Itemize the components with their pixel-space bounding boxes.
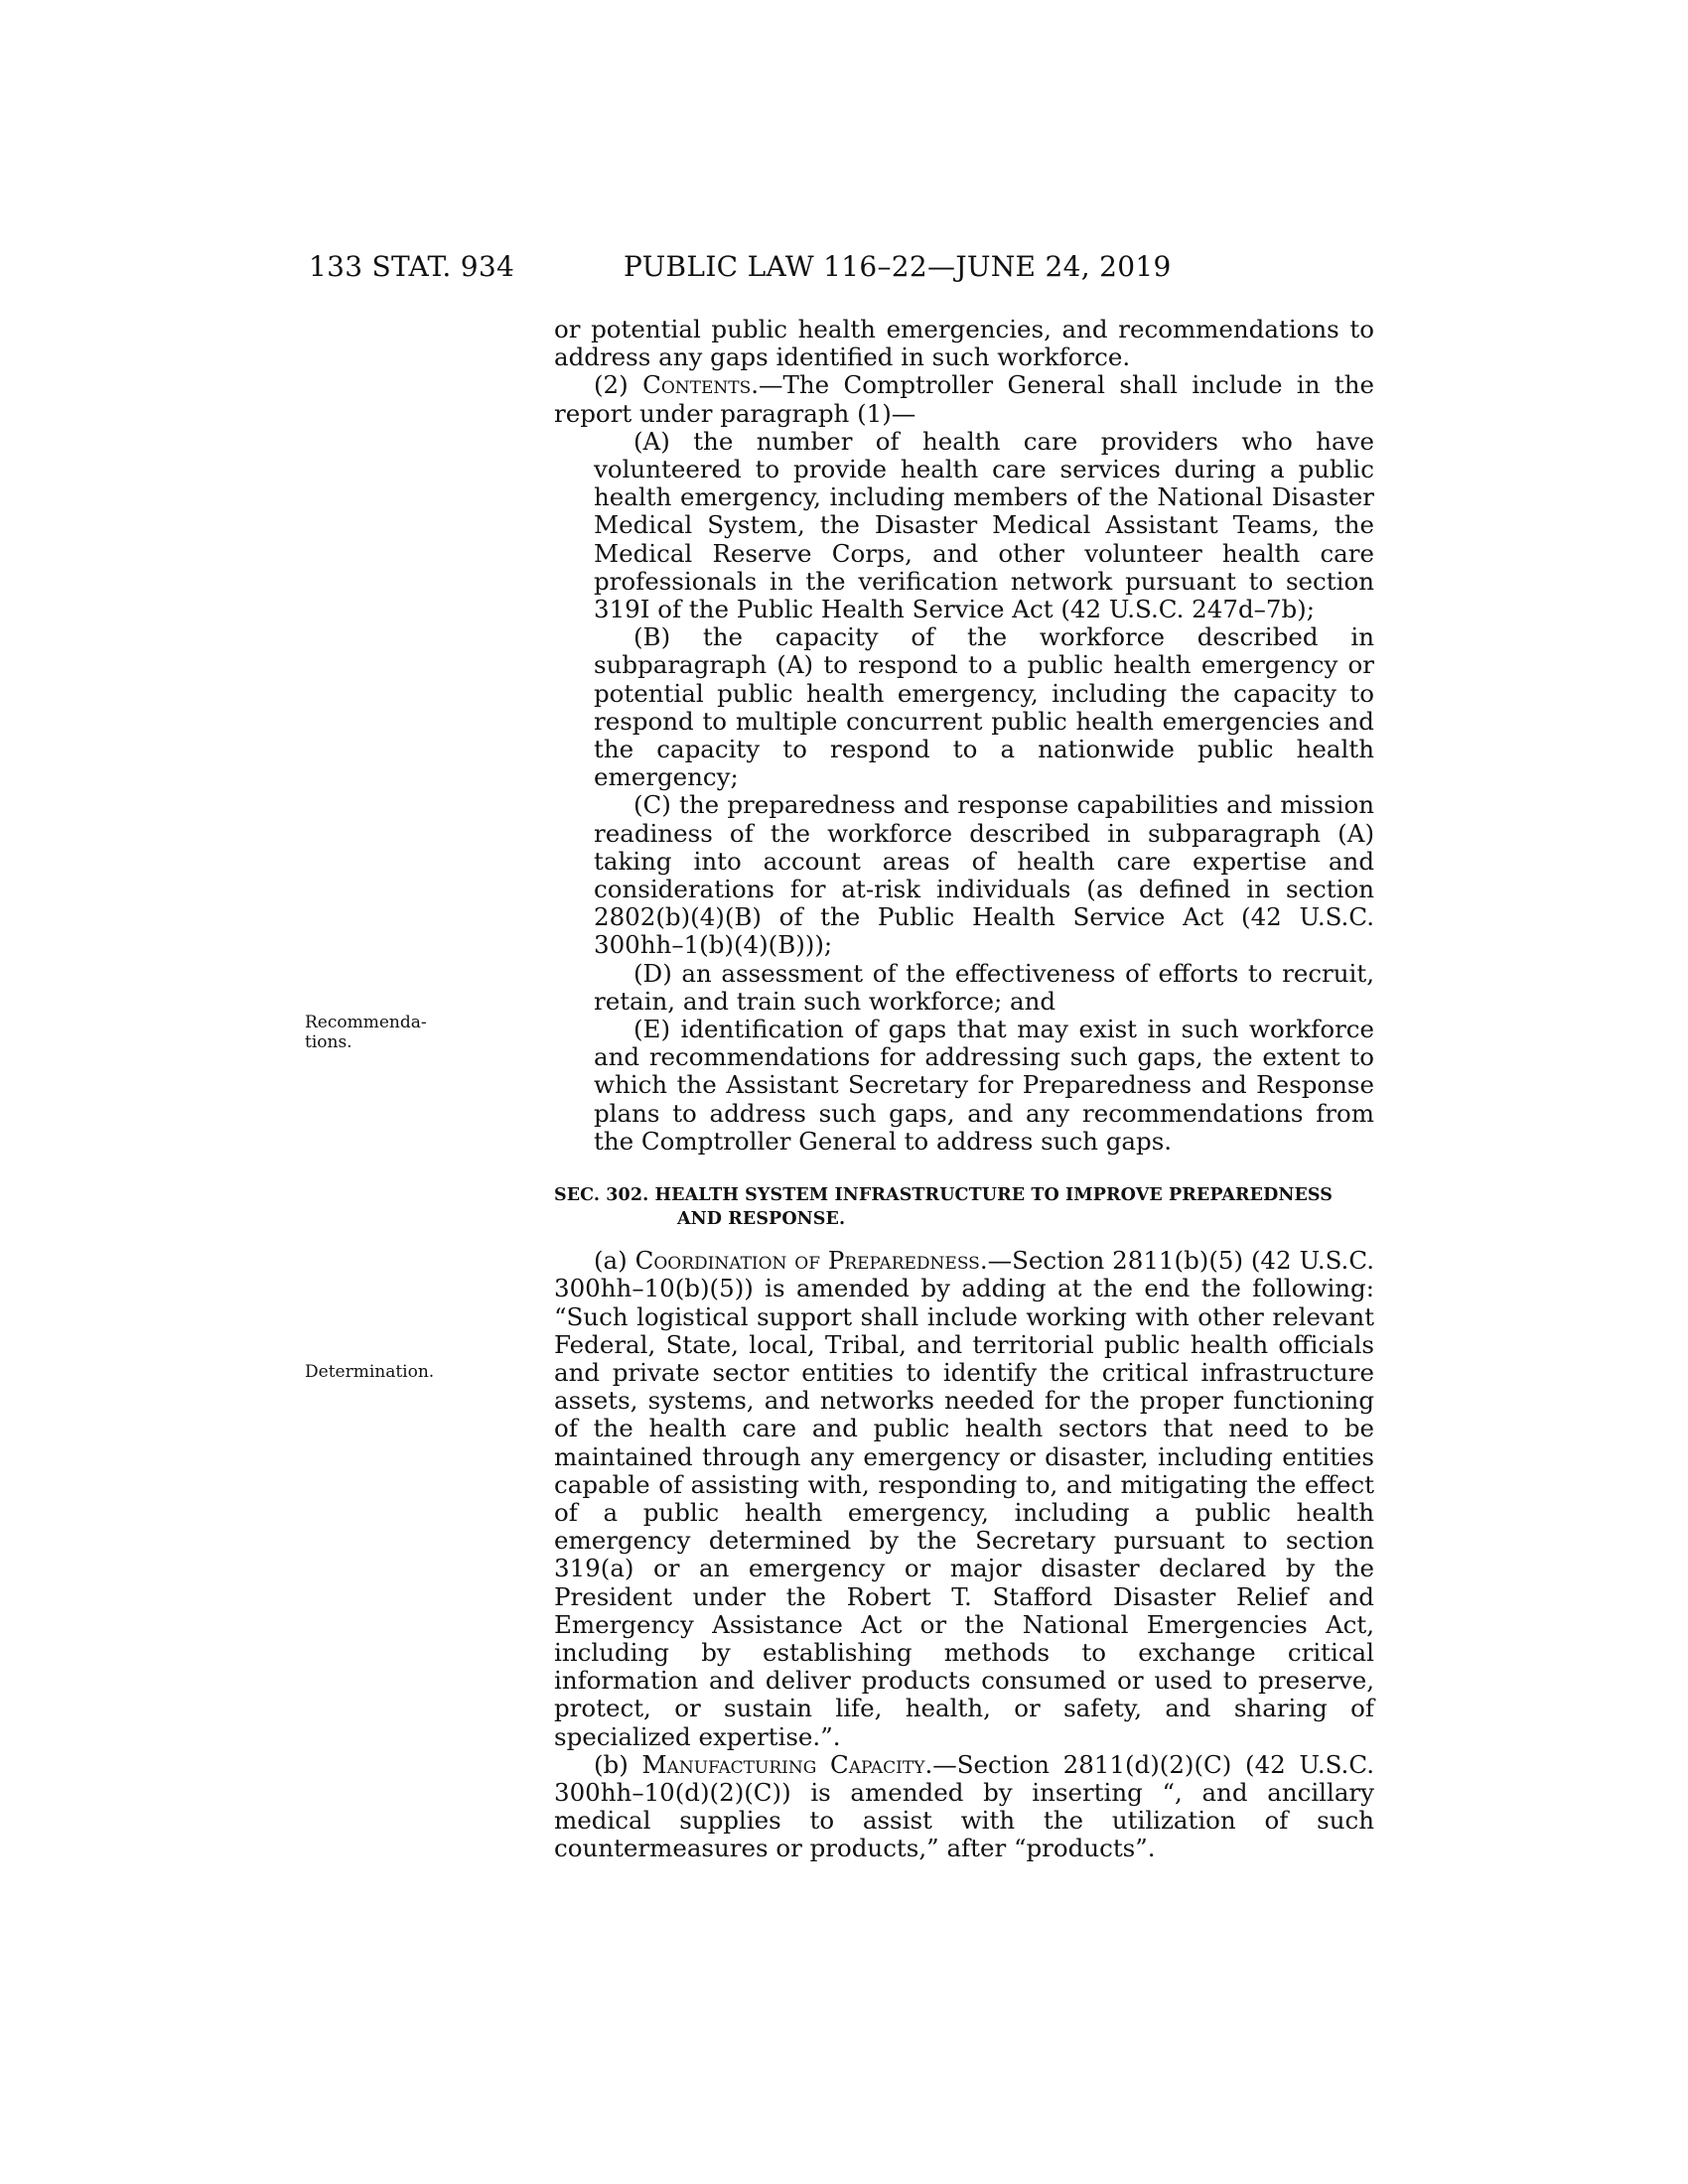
law-title-header: PUBLIC LAW 116–22—JUNE 24, 2019 bbox=[624, 250, 1172, 283]
subsection-heading: Manufacturing Capacity bbox=[641, 1749, 925, 1779]
body-text bbox=[554, 316, 1374, 1863]
subsection-a bbox=[554, 1247, 1374, 1751]
margin-note-line: tions. bbox=[305, 1032, 352, 1052]
subsection-b bbox=[554, 1751, 1374, 1863]
paragraph-2-contents bbox=[554, 371, 1374, 427]
subsection-heading: Coordination of Preparedness bbox=[634, 1246, 980, 1276]
section-302-heading: SEC. 302. HEALTH SYSTEM INFRASTRUCTURE TO IMPROVE PREPAREDNESS AND RESPONSE. bbox=[554, 1185, 1334, 1230]
margin-note-line: Recommenda- bbox=[305, 1013, 427, 1032]
subparagraph-c: (C) the preparedness and response capabilities and mission readiness of the workforce described in subparagraph (A) taking into account areas of health care expertise and considerations for at-risk individuals (as defined in section 2802(b)(4)(B) of the Public Health Service Act (42 U.S.C. 300hh–1(b)(4)(B))); bbox=[594, 790, 1374, 960]
margin-note-determination: Determination. bbox=[305, 1362, 435, 1382]
margin-note-recommendations bbox=[305, 1013, 427, 1052]
para-number: (2) bbox=[594, 370, 643, 400]
subparagraph-a: (A) the number of health care providers who have volunteered to provide health care services during a public health emergency, including members of the National Disaster Medical System, the Disaster Medical Assistant Teams, the Medical Reserve Corps, and other volunteer health care professionals in the verification network pursuant to section 319I of the Public Health Service Act (42 U.S.C. 247d–7b); bbox=[594, 426, 1374, 624]
subsection-text: .—Section 2811(d)(2)(C) (42 U.S.C. 300hh–10(d)(2)(C)) is amended by inserting “, and ancillary medical supplies to assist with the utilization of such countermeasures or products,” after “products”. bbox=[554, 1749, 1374, 1863]
subparagraph-d: (D) an assessment of the effectiveness of efforts to recruit, retain, and train such workforce; and bbox=[594, 958, 1374, 1016]
subsection-number: (a) bbox=[594, 1246, 635, 1276]
subsection-number: (b) bbox=[594, 1749, 642, 1779]
stat-page-number: 133 STAT. 934 bbox=[309, 250, 515, 283]
intro-paragraph: or potential public health emergencies, and recommendations to address any gaps identified in such workforce. bbox=[554, 315, 1374, 372]
subsection-text: .—Section 2811(b)(5) (42 U.S.C. 300hh–10(b)(5)) is amended by adding at the end the following: “Such logistical support shall include working with other relevant Federal, State, local, Tribal, and territorial public health officials and private sector entities to identify the critical infrastructure assets, systems, and networks needed for the proper functioning of the health care and public health sectors that need to be maintained through any emergency or disaster, including entities capable of assisting with, responding to, and mitigating the effect of a public health emergency, including a public health emergency determined by the Secretary pursuant to section 319(a) or an emergency or major disaster declared by the President under the Robert T. Stafford Disaster Relief and Emergency Assistance Act or the National Emergencies Act, including by establishing methods to exchange critical information and deliver products consumed or used to preserve, protect, or sustain life, health, or safety, and sharing of specialized expertise.”. bbox=[554, 1246, 1374, 1751]
para-heading: Contents bbox=[642, 370, 752, 400]
subparagraph-b: (B) the capacity of the workforce described in subparagraph (A) to respond to a public health emergency or potential public health emergency, including the capacity to respond to multiple concurrent public health emergencies and the capacity to respond to a nationwide public health emergency; bbox=[594, 622, 1374, 792]
subparagraph-e: (E) identification of gaps that may exist in such workforce and recommendations for addressing such gaps, the extent to which the Assistant Secretary for Preparedness and Response plans to address such gaps, and any recommendations from the Comptroller General to address such gaps. bbox=[594, 1015, 1374, 1156]
para-text: .—The Comptroller General shall include in the report under paragraph (1)— bbox=[554, 370, 1374, 428]
